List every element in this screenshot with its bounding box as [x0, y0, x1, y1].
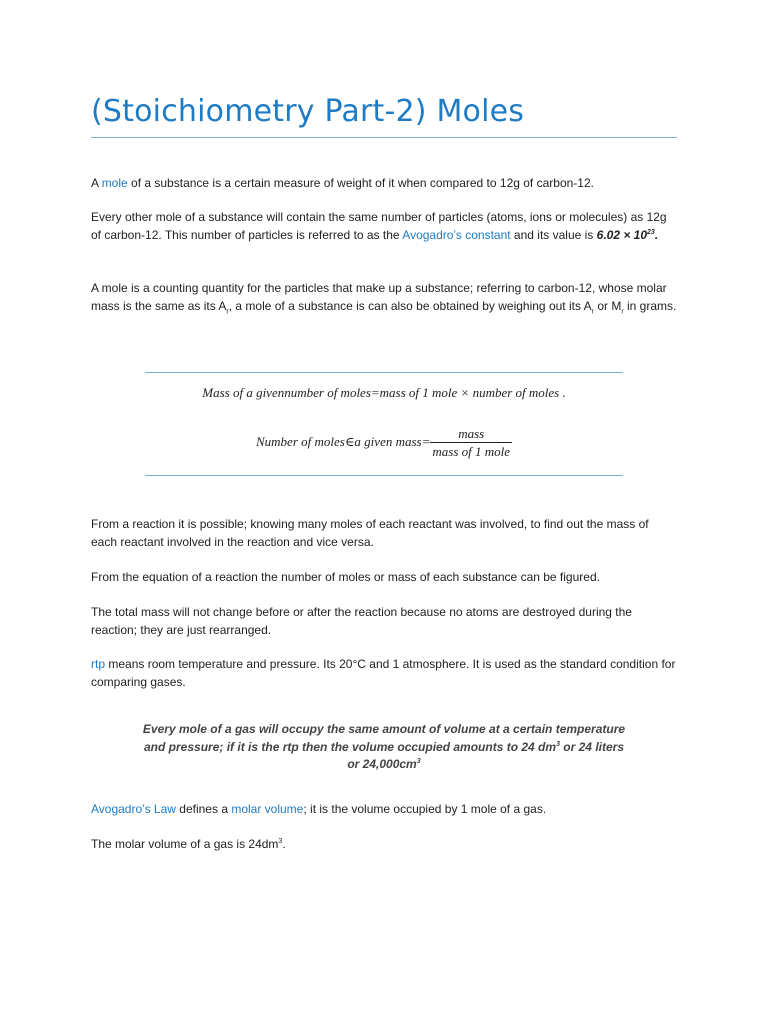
molar-volume-link[interactable]: molar volume [231, 802, 304, 816]
mole-link[interactable]: mole [101, 176, 128, 190]
text: The molar volume of a gas is 24dm [91, 837, 279, 851]
text: means room temperature and pressure. Its 20°C and 1 atmosphere. It is used as the standard condition for comparing gases. [91, 657, 676, 689]
text: or 24 liters or 24,000cm [347, 739, 624, 771]
text: . [282, 837, 286, 851]
equation-bottom-rule [145, 475, 623, 476]
text: and its value is [510, 227, 597, 242]
avogadro-law-link[interactable]: Avogadro’s Law [91, 802, 176, 816]
fraction-denominator: mass of 1 mole [432, 444, 511, 459]
paragraph-mole-definition [91, 175, 677, 193]
fraction [430, 426, 512, 460]
text: of a substance is a certain measure of weight of it when compared to 12g of carbon-12. [127, 176, 594, 190]
text: , a mole of a substance is can also be obtained by weighing out its A [228, 298, 592, 313]
equation-mass-moles: Mass of a givennumber of moles=mass of 1 mole × number of moles . [202, 385, 566, 400]
text: A mole is a counting quantity for the particles that make up a substance; referring to carbon-12, whose molar mass is the same as its A [91, 281, 667, 313]
text: Every other mole of a substance will contain the same number of particles (atoms, ions or molecules) as 12g of carbon-12. This number of particles is referred to as the [91, 210, 667, 242]
fraction-numerator: mass [458, 426, 485, 441]
paragraph-total-mass: The total mass will not change before or after the reaction because no atoms are destroyed during the reaction; they are just rearranged. [91, 605, 632, 637]
superscript: 3 [278, 838, 283, 845]
paragraph-avogadro-constant [91, 209, 677, 244]
equation-lhs: Number of moles∈a given mass= [255, 433, 431, 449]
rtp-link[interactable]: rtp [91, 657, 106, 671]
paragraph-molar-volume [91, 836, 677, 854]
text: Every mole of a gas will occupy the same amount of volume at a certain temperature and pressure; if it is the rtp then the volume occupied amounts to 24 dm [142, 722, 626, 754]
text: defines a [175, 802, 232, 816]
title-divider [91, 137, 677, 138]
subscript: r [621, 307, 624, 315]
equation-number-of-moles [91, 426, 677, 460]
equation-top-rule [145, 372, 623, 373]
paragraph-counting-quantity [91, 280, 677, 315]
page-title: (Stoichiometry Part-2) Moles [91, 94, 525, 129]
paragraph-avogadro-law [91, 801, 677, 819]
paragraph-rtp [91, 656, 677, 691]
text: or M [593, 298, 622, 313]
avogadro-value: 6.02 × 10 [596, 227, 648, 242]
paragraph-reaction-mass: From a reaction it is possible; knowing many moles of each reactant was involved, to find out the mass of each reactant involved in the reaction and vice versa. [91, 517, 649, 549]
exponent: 23 [647, 228, 655, 236]
superscript: 3 [556, 740, 560, 748]
text: A [91, 176, 102, 190]
text: in grams. [623, 298, 677, 313]
subscript: r [226, 307, 229, 315]
superscript: 3 [416, 758, 421, 765]
paragraph-equation-moles: From the equation of a reaction the number of moles or mass of each substance can be figured. [91, 570, 600, 584]
avogadro-constant-link[interactable]: Avogadro’s constant [402, 227, 511, 242]
quote-gas-volume [141, 721, 627, 774]
text: ; it is the volume occupied by 1 mole of a gas. [303, 802, 547, 816]
subscript: r [591, 307, 594, 315]
text: . [654, 227, 659, 242]
